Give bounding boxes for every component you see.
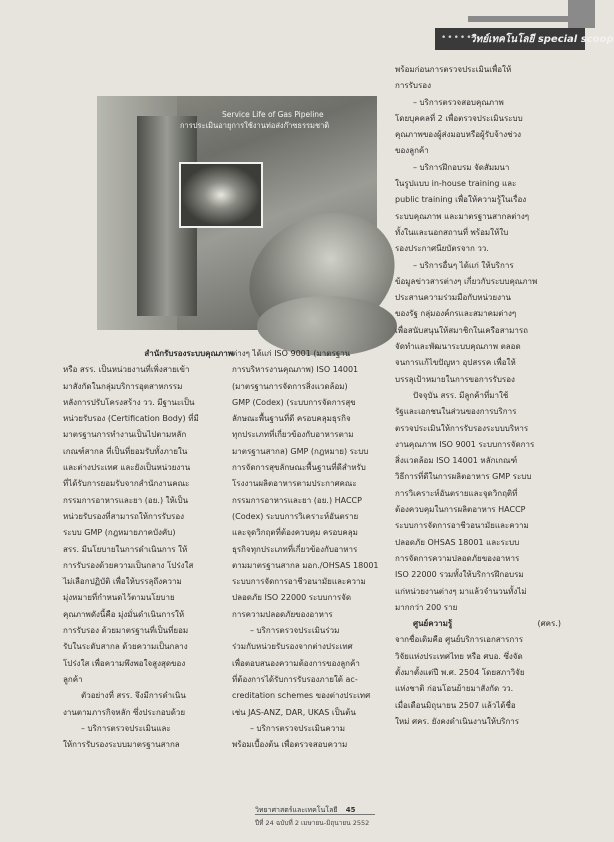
text-line: วิจัยแห่งประเทศไทย หรือ ศบอ. ซึ่งจัด bbox=[395, 651, 523, 661]
text-line: จนการแก้ไขปัญหา อุปสรรค เพื่อให้ bbox=[395, 358, 516, 368]
text-line: เมื่อเดือนมิถุนายน 2507 แล้วได้ชื่อ bbox=[395, 700, 516, 710]
text-line: การรับรองด้วยความเป็นกลาง โปร่งใส bbox=[63, 560, 194, 570]
footer-issue: ปีที่ 24 ฉบับที่ 2 เมษายน-มิถุนายน 2552 bbox=[255, 819, 370, 827]
text-line: หรือ สรร. เป็นหน่วยงานที่เพิ่งสายเข้า bbox=[63, 365, 190, 375]
section-heading-knowledge-center bbox=[395, 616, 561, 632]
text-line: – บริการตรวจสอบคุณภาพ bbox=[413, 97, 504, 107]
text-line: กรรมการอาหารและยา (อย.) ให้เป็น bbox=[63, 495, 189, 505]
heading-text: ศูนย์ความรู้ bbox=[413, 619, 453, 629]
text-line: – บริการตรวจประเมินความ bbox=[250, 723, 345, 733]
text-line: ทั้งในและนอกสถานที่ พร้อมให้ใบ bbox=[395, 227, 509, 237]
text-line: งานตามภารกิจหลัก ซึ่งประกอบด้วย bbox=[63, 707, 186, 717]
text-line: มุ่งหมายที่กำหนดไว้ตามนโยบาย bbox=[63, 593, 175, 603]
text-line: ของรัฐ กลุ่มองค์กรและสมาคมต่างๆ bbox=[395, 309, 517, 319]
text-line: ต้องควบคุมในการผลิตอาหาร HACCP bbox=[395, 505, 526, 515]
text-line: ระบบคุณภาพ และมาตรฐานสากลต่างๆ bbox=[395, 211, 530, 221]
text-line: สรร. มีนโยบายในการดำเนินการ ให้ bbox=[63, 544, 188, 554]
text-line: ของลูกค้า bbox=[395, 146, 429, 156]
section-header-title: วิทย์เทคโนโลยี special scoop bbox=[470, 34, 614, 45]
text-line: หลังการปรับโครงสร้าง วว. มีฐานะเป็น bbox=[63, 397, 195, 407]
text-line: การจัดการสุขลักษณะพื้นฐานที่ดีสำหรับ bbox=[232, 463, 366, 473]
text-line: บรรลุเป้าหมายในการขอการรับรอง bbox=[395, 374, 515, 384]
text-line: ISO 22000 รวมทั้งให้บริการฝึกอบรม bbox=[395, 570, 524, 580]
text-line: การจัดการความปลอดภัยของอาหาร bbox=[395, 553, 520, 563]
text-line: – บริการฝึกอบรม จัดสัมมนา bbox=[413, 162, 510, 172]
text-line: รับในระดับสากล ด้วยความเป็นกลาง bbox=[63, 642, 188, 652]
text-line: เพื่อตอบสนองความต้องการของลูกค้า bbox=[232, 658, 360, 668]
text-line: ที่ได้รับการยอมรับจากสำนักงานคณะ bbox=[63, 479, 190, 489]
text-line: หน่วยรับรอง (Certification Body) ที่มี bbox=[63, 414, 199, 424]
text-line: ระบบ GMP (กฎหมายภาคบังคับ) bbox=[63, 528, 176, 538]
text-line: – บริการอื่นๆ ได้แก่ ให้บริการ bbox=[413, 260, 514, 270]
text-line: การรับรอง bbox=[395, 81, 432, 91]
text-line: วิธีการที่ดีในการผลิตอาหาร GMP ระบบ bbox=[395, 472, 532, 482]
photo-inset bbox=[179, 162, 263, 228]
text-line: ลักษณะพื้นฐานที่ดี ครอบคลุมธุรกิจ bbox=[232, 414, 351, 424]
text-line: ในรูปแบบ in-house training และ bbox=[395, 179, 517, 189]
text-line: ใหม่ ศคร. ยังคงดำเนินงานให้บริการ bbox=[395, 716, 520, 726]
text-line: คุณภาพดังนี้คือ มุ่งมั่นดำเนินการให้ bbox=[63, 609, 185, 619]
text-line: หน่วยรับรองที่สามารถให้การรับรอง bbox=[63, 511, 185, 521]
photo-caption-english: Service Life of Gas Pipeline bbox=[222, 110, 324, 119]
text-line: ร่วมกับหน่วยรับรองจากต่างประเทศ bbox=[232, 642, 353, 652]
text-line: กรรมการอาหารและยา (อย.) HACCP bbox=[232, 495, 362, 505]
text-line: public training เพื่อให้ความรู้ในเรื่อง bbox=[395, 195, 527, 205]
section-heading: สำนักรับรองระบบคุณภาพ bbox=[144, 349, 233, 358]
text-line: ตามมาตรฐานสากล มอก./OHSAS 18001 bbox=[232, 560, 379, 570]
text-line: รองประกาศนียบัตรจาก วว. bbox=[395, 244, 489, 254]
text-line: จัดทำและพัฒนาระบบคุณภาพ ตลอด bbox=[395, 342, 521, 352]
text-line: ธุรกิจทุกประเภทที่เกี่ยวข้องกับอาหาร bbox=[232, 544, 358, 554]
text-line: แห่งชาติ ก่อนโอนย้ายมาสังกัด วว. bbox=[395, 684, 514, 694]
text-line: GMP (Codex) (ระบบการจัดการสุข bbox=[232, 397, 356, 407]
text-line: การความปลอดภัยของอาหาร bbox=[232, 609, 333, 619]
text-line: การบริหารงานคุณภาพ) ISO 14001 bbox=[232, 365, 359, 375]
text-line: ประสานความร่วมมือกับหน่วยงาน bbox=[395, 293, 511, 303]
text-line: พร้อมก่อนการตรวจประเมินเพื่อให้ bbox=[395, 65, 512, 74]
text-line: เช่น JAS-ANZ, DAR, UKAS เป็นต้น bbox=[232, 707, 356, 717]
header-decoration: ••••• bbox=[441, 33, 473, 43]
text-line: ข้อมูลข่าวสารต่างๆ เกี่ยวกับระบบคุณภาพ bbox=[395, 276, 538, 286]
text-line: ที่ต้องการได้รับการรับรองภายใต้ ac- bbox=[232, 674, 358, 684]
text-line: รัฐและเอกชนในส่วนของการบริการ bbox=[395, 407, 517, 417]
magazine-title: วิทยาศาสตร์และเทคโนโลยี bbox=[255, 806, 338, 814]
text-line: และต่างประเทศ และยังเป็นหน่วยงาน bbox=[63, 463, 191, 473]
text-line: ปลอดภัย ISO 22000 ระบบการจัด bbox=[232, 593, 352, 603]
text-line: การวิเคราะห์อันตรายและจุดวิกฤติที่ bbox=[395, 488, 518, 498]
text-line: พร้อมเบื้องต้น เพื่อตรวจสอบความ bbox=[232, 740, 348, 750]
text-line: ตั้งมาตั้งแต่ปี พ.ศ. 2504 โดยสภาวิจัย bbox=[395, 667, 525, 677]
text-line: creditation schemes ของต่างประเทศ bbox=[232, 691, 371, 701]
text-line: ตัวอย่างที่ สรร. จึงมีการดำเนิน bbox=[81, 691, 186, 701]
text-line: การรับรอง ด้วยมาตรฐานที่เป็นที่ยอม bbox=[63, 626, 189, 636]
text-line: – บริการตรวจประเมินและ bbox=[81, 723, 171, 733]
text-line: คุณภาพของผู้ส่งมอบหรือผู้รับจ้างช่วง bbox=[395, 130, 521, 140]
text-line: มากกว่า 200 ราย bbox=[395, 602, 458, 612]
text-line: ไม่เลือกปฏิบัติ เพื่อให้บรรลุถึงความ bbox=[63, 577, 182, 587]
text-line: ให้การรับรองระบบมาตรฐานสากล bbox=[63, 740, 180, 750]
heading-abbreviation: (ศคร.) bbox=[537, 619, 561, 629]
text-line: เกณฑ์สากล ที่เป็นที่ยอมรับทั้งภายใน bbox=[63, 446, 188, 456]
text-line: เพื่อสนับสนุนให้สมาชิกในเครือสามารถ bbox=[395, 325, 529, 335]
text-line: มาสังกัดในกลุ่มบริการอุตสาหกรรม bbox=[63, 381, 183, 391]
text-line: ปลอดภัย OHSAS 18001 และระบบ bbox=[395, 537, 520, 547]
text-line: ระบบการจัดการอาชีวอนามัยและความ bbox=[395, 521, 529, 531]
text-line: มาตรฐานสากล) GMP (กฎหมาย) ระบบ bbox=[232, 446, 369, 456]
column-1-body bbox=[63, 362, 233, 753]
text-line: ลูกค้า bbox=[63, 674, 83, 684]
article-column-1 bbox=[63, 346, 233, 753]
text-line: ต่างๆ ได้แก่ ISO 9001 (มาตรฐาน bbox=[232, 349, 351, 358]
header-bar bbox=[468, 16, 585, 22]
text-line: งานคุณภาพ ISO 9001 ระบบการจัดการ bbox=[395, 439, 535, 449]
text-line: ปัจจุบัน สรร. มีลูกค้าที่มาใช้ bbox=[413, 390, 509, 400]
text-line: สิ่งแวดล้อม ISO 14001 หลักเกณฑ์ bbox=[395, 456, 518, 466]
text-line: (Codex) ระบบการวิเคราะห์อันตราย bbox=[232, 511, 359, 521]
text-line: แก่หน่วยงานต่างๆ มาแล้วจำนวนทั้งไม่ bbox=[395, 586, 527, 596]
text-line: (มาตรฐานการจัดการสิ่งแวดล้อม) bbox=[232, 381, 348, 391]
text-line: โปร่งใส เพื่อความพึงพอใจสูงสุดของ bbox=[63, 658, 186, 668]
text-line: ตรวจประเมินให้การรับรองระบบบริหาร bbox=[395, 423, 529, 433]
text-line: จากชื่อเดิมคือ ศูนย์บริการเอกสารการ bbox=[395, 635, 524, 645]
text-line: โดยบุคคลที่ 2 เพื่อตรวจประเมินระบบ bbox=[395, 113, 523, 123]
text-line: และจุดวิกฤตที่ต้องควบคุม ครอบคลุม bbox=[232, 528, 358, 538]
page-number: 45 bbox=[345, 806, 356, 814]
article-column-2 bbox=[232, 346, 392, 753]
text-line: ทุกประเภทที่เกี่ยวข้องกับอาหารตาม bbox=[232, 430, 354, 440]
corner-tab bbox=[568, 0, 595, 28]
text-line: โรงงานผลิตอาหารตามประกาศคณะ bbox=[232, 479, 357, 489]
text-line: มาตรฐานการทำงานเป็นไปตามหลัก bbox=[63, 430, 187, 440]
photo-caption-thai: การประเมินอายุการใช้งานท่อส่งก๊าซธรรมชาติ bbox=[180, 121, 330, 130]
text-line: ระบบการจัดการอาชีวอนามัยและความ bbox=[232, 577, 366, 587]
text-line: – บริการตรวจประเมินร่วม bbox=[250, 626, 340, 636]
footer-rule bbox=[255, 814, 375, 815]
article-column-3 bbox=[395, 62, 561, 730]
